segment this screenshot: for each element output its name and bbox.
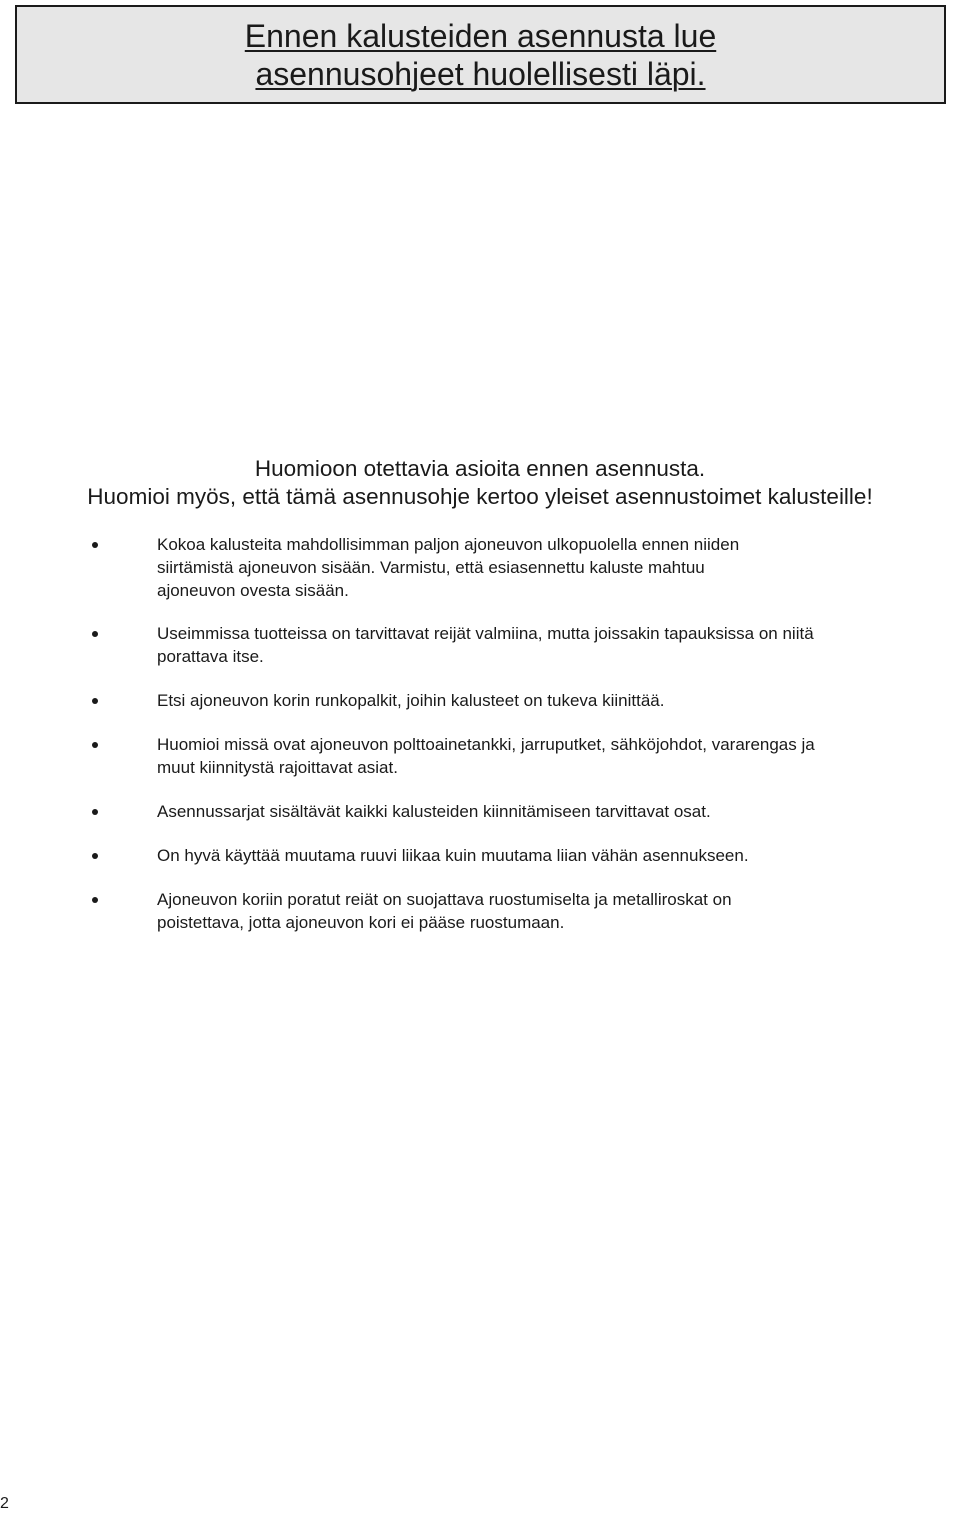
list-item-line: Asennussarjat sisältävät kaikki kalusteiden kiinnitämiseen tarvittavat osat. [157,802,711,821]
list-item-line: porattava itse. [157,647,264,666]
list-item-line: Useimmissa tuotteissa on tarvittavat reijät valmiina, mutta joissakin tapauksissa on niitä [157,624,814,643]
header-title-line-2: asennusohjeet huolellisesti läpi. [255,55,706,92]
bullet-icon [92,542,98,548]
list-item-line: On hyvä käyttää muutama ruuvi liikaa kuin muutama liian vähän asennukseen. [157,846,749,865]
notice-line-1: Huomioon otettavia asioita ennen asennusta. [254,456,706,481]
page-number: 2 [0,1495,9,1512]
header-title-line-1: Ennen kalusteiden asennusta lue [244,17,717,54]
list-item-text [157,733,897,779]
list-item-text [157,622,897,668]
list-item-line: Ajoneuvon koriin poratut reiät on suojattava ruostumiselta ja metalliroskat on [157,890,732,909]
list-item-line: Etsi ajoneuvon korin runkopalkit, joihin kalusteet on tukeva kiinittää. [157,691,665,710]
header-box [15,5,946,104]
list-item-text [157,800,897,823]
bullet-icon [92,631,98,637]
bullet-icon [92,853,98,859]
list-item-line: Huomioi missä ovat ajoneuvon polttoainetankki, jarruputket, sähköjohdot, vararengas ja [157,735,815,754]
list-item-line: muut kiinnitystä rajoittavat asiat. [157,758,398,777]
bullet-icon [92,698,98,704]
bullet-icon [92,742,98,748]
list-item-text [157,533,897,602]
notice-heading [0,455,960,511]
list-item-line: ajoneuvon ovesta sisään. [157,581,349,600]
notice-line-2: Huomioi myös, että tämä asennusohje kertoo yleiset asennustoimet kalusteille! [87,484,873,509]
list-item-text [157,689,897,712]
bullet-icon [92,809,98,815]
bullet-icon [92,897,98,903]
list-item-text [157,888,897,934]
list-item-text [157,844,897,867]
list-item-line: Kokoa kalusteita mahdollisimman paljon ajoneuvon ulkopuolella ennen niiden [157,535,740,554]
list-item-line: poistettava, jotta ajoneuvon kori ei pääse ruostumaan. [157,913,565,932]
list-item-line: siirtämistä ajoneuvon sisään. Varmistu, että esiasennettu kaluste mahtuu [157,558,705,577]
